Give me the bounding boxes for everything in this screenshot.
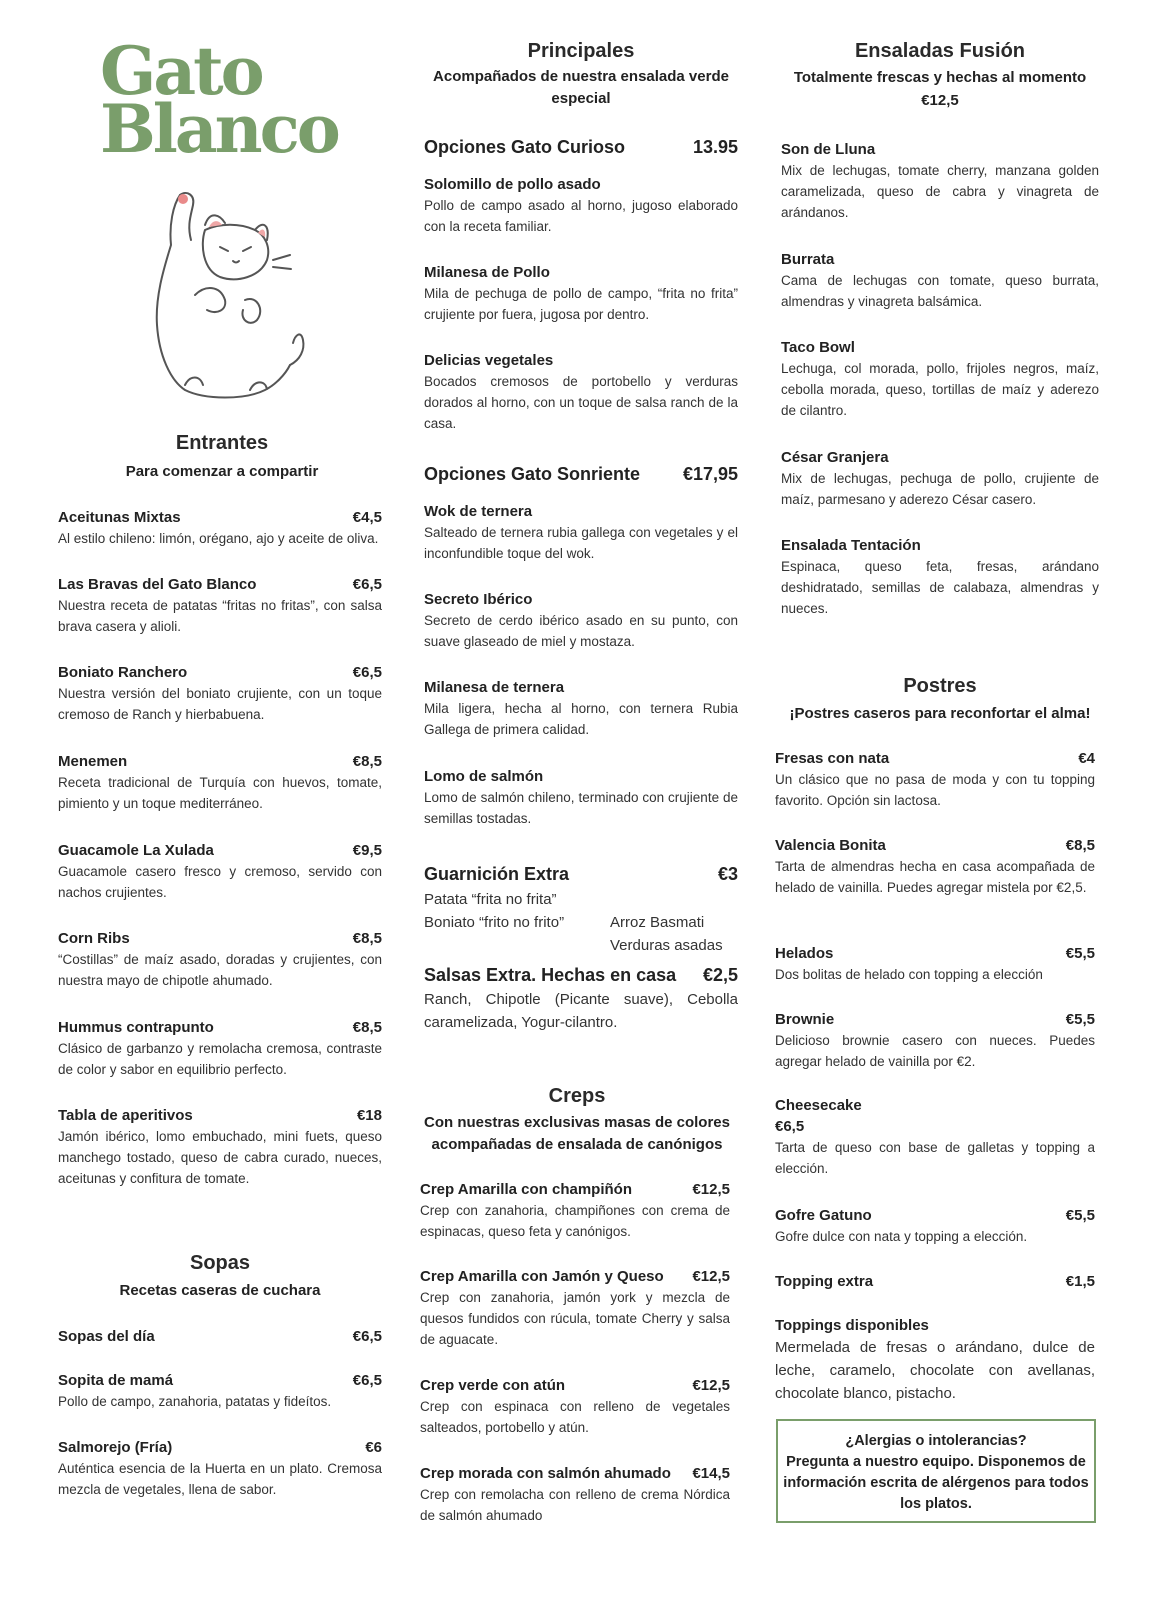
item-description: Jamón ibérico, lomo embuchado, mini fuets, queso manchego tostado, queso de cabra curado, nueces, aceitunas y confitura de tomate. — [58, 1129, 382, 1186]
item-description: Espinaca, queso feta, fresas, arándano deshidratado, semillas de calabaza, almendras y nueces. — [781, 559, 1099, 616]
item-name: Fresas con nata — [775, 750, 890, 767]
item-price: €6 — [365, 1439, 382, 1456]
item-description: Mermelada de fresas o arándano, dulce de leche, caramelo, chocolate con avellanas, chocolate blanco, pistacho. — [775, 1339, 1095, 1402]
item-price: €18 — [356, 1107, 382, 1124]
menu-item — [58, 664, 382, 725]
item-description: Lomo de salmón chileno, terminado con crujiente de semillas tostadas. — [424, 790, 738, 826]
item-description: Crep con espinaca con relleno de vegetales salteados, portobello y atún. — [420, 1399, 730, 1435]
group-name: Opciones Gato Sonriente — [424, 464, 641, 484]
menu-item — [420, 1268, 730, 1350]
menu-item — [781, 537, 1099, 619]
menu-item — [424, 176, 738, 237]
menu-item — [781, 141, 1099, 223]
item-description: Tarta de queso con base de galletas y topping a elección. — [775, 1140, 1095, 1176]
menu-item — [420, 1181, 730, 1242]
item-name: Helados — [775, 945, 834, 962]
guarnicion-extra — [424, 864, 738, 885]
item-name: Salmorejo (Fría) — [58, 1439, 173, 1456]
item-name: Solomillo de pollo asado — [424, 176, 601, 193]
item-description: Pollo de campo, zanahoria, patatas y fideítos. — [58, 1394, 332, 1409]
menu-item — [775, 945, 1095, 985]
item-name: Menemen — [58, 753, 128, 770]
menu-item — [775, 1207, 1095, 1247]
item-description: Secreto de cerdo ibérico asado en su punto, con suave glaseado de miel y mostaza. — [424, 613, 738, 649]
item-price: €8,5 — [352, 1019, 382, 1036]
menu-item — [424, 679, 738, 740]
item-description: Clásico de garbanzo y remolacha cremosa, contraste de color y sabor en equilibrio perfecto. — [58, 1041, 382, 1077]
menu-item — [424, 591, 738, 652]
guarnicion-option: Patata “frita no frita” — [424, 891, 557, 908]
item-description: Mix de lechugas, pechuga de pollo, crujiente de maíz, parmesano y aderezo César casero. — [781, 471, 1099, 507]
item-name: Lomo de salmón — [424, 768, 544, 785]
item-name: César Granjera — [781, 449, 889, 466]
menu-item — [781, 449, 1099, 510]
menu-item — [58, 842, 382, 903]
item-description: Delicioso brownie casero con nueces. Puedes agregar helado de vainilla por €2. — [775, 1033, 1095, 1069]
item-description: Crep con remolacha con relleno de crema Nórdica de salmón ahumado — [420, 1487, 730, 1523]
item-description: Cama de lechugas con tomate, queso burrata, almendras y vinagreta balsámica. — [781, 273, 1099, 309]
menu-item — [58, 753, 382, 814]
menu-item — [775, 1317, 1095, 1405]
item-name: Hummus contrapunto — [58, 1019, 214, 1036]
group-name: Guarnición Extra — [424, 864, 570, 884]
group-price: €2,5 — [702, 965, 738, 985]
principales-subtitle: Acompañados de nuestra ensalada verde especial — [433, 68, 729, 107]
item-name: Crep morada con salmón ahumado — [420, 1465, 671, 1482]
menu-item — [420, 1377, 730, 1438]
item-description: Mix de lechugas, tomate cherry, manzana golden caramelizada, queso de cabra y vinagreta de arándanos. — [781, 163, 1099, 220]
group-price: 13.95 — [692, 137, 738, 157]
item-name: Crep verde con atún — [420, 1377, 566, 1394]
item-price: €6,5 — [352, 576, 382, 593]
menu-item — [58, 1372, 382, 1412]
item-name: Secreto Ibérico — [424, 591, 533, 608]
menu-item — [775, 1097, 1095, 1179]
item-name: Gofre Gatuno — [775, 1207, 872, 1224]
group-price: €3 — [717, 864, 738, 884]
creps-subtitle: Con nuestras exclusivas masas de colores acompañadas de ensalada de canónigos — [424, 1114, 730, 1153]
item-name: Toppings disponibles — [775, 1317, 929, 1334]
item-description: Auténtica esencia de la Huerta en un plato. Cremosa mezcla de vegetales, llena de sabor. — [58, 1461, 382, 1497]
item-name: Milanesa de ternera — [424, 679, 565, 696]
item-name: Valencia Bonita — [775, 837, 886, 854]
item-name: Tabla de aperitivos — [58, 1107, 193, 1124]
item-price: €12,5 — [692, 1268, 730, 1285]
ensaladas-title: Ensaladas Fusión — [854, 40, 1026, 62]
item-description: Gofre dulce con nata y topping a elección. — [775, 1229, 1028, 1244]
menu-item — [775, 837, 1095, 898]
item-price: €5,5 — [1065, 1011, 1095, 1028]
cat-illustration — [125, 185, 325, 405]
menu-item — [424, 264, 738, 325]
salsas-description: Ranch, Chipotle (Picante suave), Cebolla caramelizada, Yogur-cilantro. — [424, 991, 738, 1031]
menu-item — [58, 576, 382, 637]
item-name: Delicias vegetales — [424, 352, 554, 369]
postres-subtitle: ¡Postres caseros para reconfortar el alma! — [789, 705, 1091, 722]
menu-item — [420, 1465, 730, 1526]
option-group-sonriente — [424, 464, 738, 485]
creps-title: Creps — [548, 1085, 606, 1107]
item-price: €6,5 — [352, 1372, 382, 1389]
item-name: Crep Amarilla con Jamón y Queso — [420, 1268, 664, 1285]
item-price: €9,5 — [352, 842, 382, 859]
item-name: Sopita de mamá — [58, 1372, 174, 1389]
item-name: Las Bravas del Gato Blanco — [58, 576, 257, 593]
salsas-extra — [424, 965, 738, 1034]
menu-item — [781, 251, 1099, 312]
item-description: Crep con zanahoria, jamón york y mezcla de quesos fundidos con rúcula, tomate Cherry y salsa de aguacate. — [420, 1290, 730, 1347]
menu-item — [58, 1019, 382, 1080]
brand-logo-line2: Blanco — [100, 90, 338, 168]
item-description: Lechuga, col morada, pollo, frijoles negros, maíz, cebolla morada, queso, tortillas de maíz y aderezo de cilantro. — [781, 361, 1099, 418]
item-name: Son de Lluna — [781, 141, 876, 158]
item-price: €4,5 — [352, 509, 382, 526]
menu-item — [424, 503, 738, 564]
item-name: Guacamole La Xulada — [58, 842, 214, 859]
item-name: Cheesecake — [775, 1097, 862, 1114]
item-description: Bocados cremosos de portobello y verduras dorados al horno, con un toque de salsa ranch de la casa. — [424, 374, 738, 431]
item-name: Milanesa de Pollo — [424, 264, 550, 281]
principales-title: Principales — [527, 40, 635, 62]
item-name: Brownie — [775, 1011, 835, 1028]
item-price: €8,5 — [352, 753, 382, 770]
menu-item — [58, 1328, 382, 1345]
item-price: €4 — [1078, 750, 1095, 767]
sopas-title: Sopas — [189, 1252, 251, 1274]
item-name: Aceitunas Mixtas — [58, 509, 181, 526]
item-price: €8,5 — [352, 930, 382, 947]
menu-item — [775, 750, 1095, 811]
item-name: Taco Bowl — [781, 339, 855, 356]
item-description: Crep con zanahoria, champiñones con crema de espinacas, queso feta y canónigos. — [420, 1203, 730, 1239]
item-name: Burrata — [781, 251, 835, 268]
item-description: Receta tradicional de Turquía con huevos, tomate, pimiento y un toque mediterráneo. — [58, 775, 382, 811]
item-description: Mila ligera, hecha al horno, con ternera Rubia Gallega de primera calidad. — [424, 701, 738, 737]
item-description: Mila de pechuga de pollo de campo, “frita no frita” crujiente por fuera, jugosa por dentro. — [424, 286, 738, 322]
guarnicion-option: Arroz Basmati — [610, 914, 705, 931]
item-description: Al estilo chileno: limón, orégano, ajo y aceite de oliva. — [58, 531, 379, 546]
item-description: Tarta de almendras hecha en casa acompañada de helado de vainilla. Puedes agregar mistela por €2,5. — [775, 859, 1095, 895]
item-name: Wok de ternera — [424, 503, 533, 520]
menu-item — [58, 509, 382, 549]
menu-item — [58, 1439, 382, 1500]
item-price: €5,5 — [1065, 1207, 1095, 1224]
item-name: Corn Ribs — [58, 930, 130, 947]
option-group-curioso — [424, 137, 738, 158]
item-price: €1,5 — [1065, 1273, 1095, 1290]
item-description: “Costillas” de maíz asado, doradas y crujientes, con nuestra mayo de chipotle ahumado. — [58, 952, 382, 988]
guarnicion-option: Boniato “frito no frito” — [424, 914, 565, 931]
guarnicion-option: Verduras asadas — [610, 937, 723, 954]
menu-item — [58, 1107, 382, 1189]
item-price: €8,5 — [1065, 837, 1095, 854]
item-description: Guacamole casero fresco y cremoso, servido con nachos crujientes. — [58, 864, 382, 900]
allergy-question: ¿Alergias o intolerancias? — [845, 1433, 1027, 1449]
item-name: Topping extra — [775, 1273, 874, 1290]
ensaladas-subtitle: Totalmente frescas y hechas al momento — [793, 69, 1087, 86]
item-name: Crep Amarilla con champiñón — [420, 1181, 632, 1198]
menu-item — [775, 1273, 1095, 1290]
group-price: €17,95 — [682, 464, 738, 484]
item-description: Dos bolitas de helado con topping a elección — [775, 967, 1043, 982]
item-price: €6,5 — [775, 1118, 805, 1135]
item-price: €5,5 — [1065, 945, 1095, 962]
brand-logo — [100, 32, 338, 168]
item-price: €6,5 — [352, 664, 382, 681]
item-price: €12,5 — [692, 1377, 730, 1394]
item-name: Sopas del día — [58, 1328, 155, 1345]
ensaladas-price: €12,5 — [921, 92, 959, 109]
cat-paw-pad — [178, 194, 188, 204]
menu-item — [58, 930, 382, 991]
item-description: Nuestra receta de patatas “fritas no fritas”, con salsa brava casera y alioli. — [58, 598, 382, 634]
sopas-subtitle: Recetas caseras de cuchara — [119, 1282, 321, 1299]
entrantes-subtitle: Para comenzar a compartir — [125, 463, 319, 480]
postres-title: Postres — [903, 675, 977, 697]
menu-item — [781, 339, 1099, 421]
entrantes-title: Entrantes — [175, 432, 269, 454]
allergy-message: Pregunta a nuestro equipo. Disponemos de información escrita de alérgenos para todos los platos. — [783, 1454, 1089, 1512]
menu-item — [775, 1011, 1095, 1072]
brand-logo-line1: Gato — [100, 32, 262, 110]
item-name: Boniato Ranchero — [58, 664, 188, 681]
item-price: €12,5 — [692, 1181, 730, 1198]
menu-item — [424, 768, 738, 829]
group-name: Salsas Extra. Hechas en casa — [424, 965, 677, 985]
item-description: Salteado de ternera rubia gallega con vegetales y el inconfundible toque del wok. — [424, 525, 738, 561]
item-description: Pollo de campo asado al horno, jugoso elaborado con la receta familiar. — [424, 198, 738, 234]
menu-item — [424, 352, 738, 434]
item-description: Un clásico que no pasa de moda y con tu topping favorito. Opción sin lactosa. — [775, 772, 1095, 808]
group-name: Opciones Gato Curioso — [424, 137, 626, 157]
item-price: €6,5 — [352, 1328, 382, 1345]
allergy-notice — [776, 1419, 1096, 1523]
item-description: Nuestra versión del boniato crujiente, con un toque cremoso de Ranch y hierbabuena. — [58, 686, 382, 722]
item-price: €14,5 — [692, 1465, 730, 1482]
item-name: Ensalada Tentación — [781, 537, 921, 554]
